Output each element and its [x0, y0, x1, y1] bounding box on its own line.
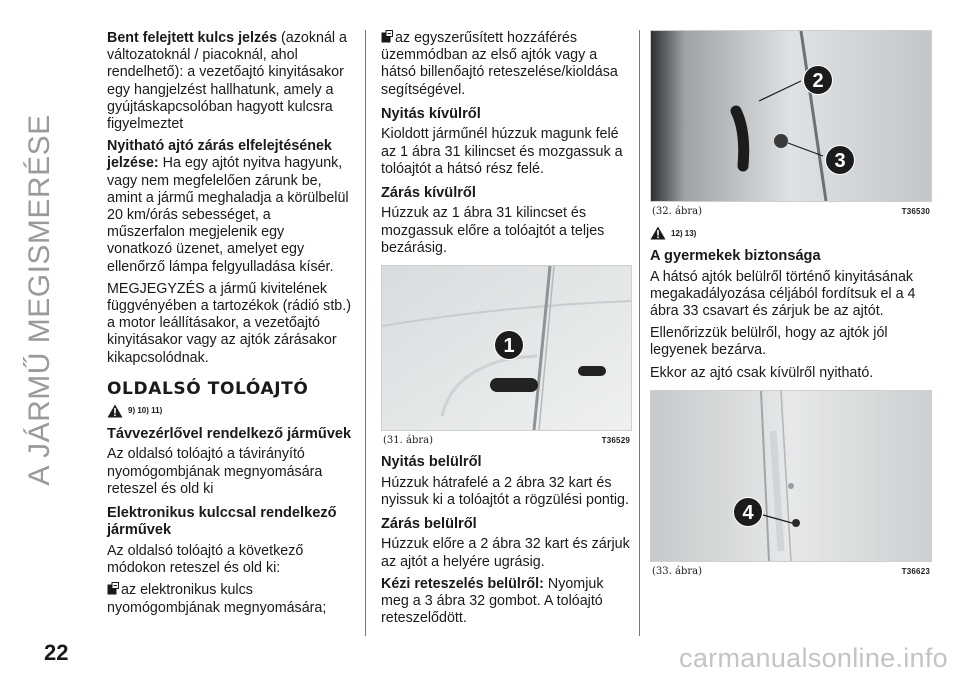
column-3	[650, 30, 932, 585]
open-outside-paragraph: Kioldott járműnél húzzuk magunk felé az 1 ábra 31 kilincset és mozgassuk a tolóajtót a hátsó rész felé.	[381, 126, 623, 177]
warning-refs: 9) 10) 11)	[128, 406, 163, 416]
figure-33-child-lock	[650, 390, 932, 562]
page-number: 22	[44, 640, 69, 665]
figure-number: (31. ábra)	[383, 435, 433, 447]
key-reminder-title: Bent felejtett kulcs jelzés	[107, 30, 278, 46]
electronic-key-paragraph: Az oldalsó tolóajtó a következő módokon reteszel és old ki:	[107, 542, 304, 577]
bullet-text: az elektronikus kulcs nyomógombjának megnyomására;	[107, 582, 327, 616]
remote-heading: Távvezérlővel rendelkező járművek	[107, 425, 352, 442]
chapter-side-title: A JÁRMŰ MEGISMERÉSE	[23, 114, 56, 486]
figure-code: T36623	[901, 566, 930, 576]
figure-31-door-handle	[381, 265, 632, 431]
child-safety-heading: A gyermekek biztonsága	[650, 248, 821, 264]
warning-refs: 12) 13)	[671, 228, 697, 238]
figure-code: T36529	[601, 436, 630, 446]
figure-number: (33. ábra)	[652, 565, 702, 577]
note-paragraph: MEGJEGYZÉS a jármű kivitelének függvényében a tartozékok (rádió stb.) a motor leállításakor, a vezetőajtó kinyitásakor vagy az ajtók zárásakor kikapcsolódnak.	[107, 280, 351, 366]
door-open-warning-title: Nyitható ajtó zárás elfelejtésének jelzése:	[107, 138, 332, 172]
key-reminder-paragraph	[107, 30, 352, 133]
callout-2: 2	[803, 65, 833, 95]
bullet-text: az egyszerűsített hozzáférés üzemmódban az első ajtók vagy a hátsó billenőajtó reteszelése/kioldása segítségével.	[381, 30, 618, 98]
open-inside-heading: Nyitás belülről	[381, 454, 482, 471]
warning-triangle-icon	[107, 404, 123, 418]
column-divider	[365, 30, 366, 636]
column-1	[107, 30, 352, 622]
figure-code: T36530	[901, 207, 930, 216]
close-inside-heading: Zárás belülről	[381, 515, 477, 532]
figure-number: (32. ábra)	[652, 206, 702, 217]
section-title: OLDALSÓ TOLÓAJTÓ	[107, 378, 309, 399]
manual-lock-paragraph	[381, 576, 632, 628]
child-safety-check-paragraph: Ellenőrizzük belülről, hogy az ajtók jól legyenek bezárva.	[650, 325, 888, 359]
bullet-item	[107, 582, 352, 616]
child-safety-paragraph: A hátsó ajtók belülről történő kinyitásának megakadályozása céljából fordítsuk el a 4 ábra 33 csavart és zárjuk be az ajtót.	[650, 268, 916, 319]
figure-32-interior-lever	[650, 30, 932, 202]
figure-33-caption	[650, 562, 932, 577]
child-safety-note-paragraph: Ekkor az ajtó csak kívülről nyitható.	[650, 364, 874, 381]
warning-triangle-icon	[650, 226, 666, 240]
interior-lever-illustration	[651, 31, 931, 201]
open-outside-heading: Nyitás kívülről	[381, 105, 481, 122]
manual-lock-title: Kézi reteszelés belülről:	[381, 575, 544, 592]
column-divider	[639, 30, 640, 636]
electronic-key-heading: Elektronikus kulccsal rendelkező járművek	[107, 504, 337, 539]
child-lock-illustration	[651, 391, 931, 561]
open-inside-paragraph: Húzzuk hátrafelé a 2 ábra 32 kart és nyissuk ki a tolóajtót a rögzülési pontig.	[381, 474, 629, 508]
close-inside-paragraph: Húzzuk előre a 2 ábra 32 kart és zárjuk az ajtót a helyére ugrásig.	[381, 536, 630, 570]
door-open-warning-text: Ha egy ajtót nyitva hagyunk, vagy nem megfelelően zárunk be, amint a jármű meghaladja a körülbelül 20 km/órás sebességet, a műszerfalon megjelenik egy vonatkozó üzenet, amelyet egy ellenőrző lámpa felgyulladása kísér.	[107, 155, 349, 275]
key-bullet-icon	[107, 582, 119, 595]
manual-lock-text: Nyomjuk meg a 3 ábra 32 gombot. A tolóajtó reteszelődött.	[381, 575, 604, 627]
warning-reference-row	[650, 225, 932, 241]
close-outside-heading: Zárás kívülről	[381, 184, 476, 201]
figure-32-caption	[650, 202, 932, 217]
close-outside-paragraph: Húzzuk az 1 ábra 31 kilincset és mozgassuk előre a tolóajtót a teljes bezárásig.	[381, 205, 605, 256]
warning-reference-row	[107, 403, 352, 419]
door-open-warning-paragraph	[107, 138, 352, 276]
callout-1: 1	[494, 330, 524, 360]
callout-4: 4	[733, 497, 763, 527]
key-bullet-icon	[381, 30, 393, 43]
key-reminder-text: (azoknál a változatoknál / piacoknál, ahol rendelhető): a vezetőajtó kinyitásakor egy hangjelzést hallhatunk, amely a gyújtáskapcsolóban hagyott kulcsra figyelmeztet	[107, 30, 347, 133]
column-2	[381, 30, 632, 632]
callout-3: 3	[825, 145, 855, 175]
bullet-item	[381, 30, 632, 99]
figure-31-caption	[381, 431, 632, 446]
watermark: carmanualsonline.info	[679, 643, 948, 673]
remote-paragraph: Az oldalsó tolóajtó a távirányító nyomógombjának megnyomására reteszel és old ki	[107, 446, 323, 497]
